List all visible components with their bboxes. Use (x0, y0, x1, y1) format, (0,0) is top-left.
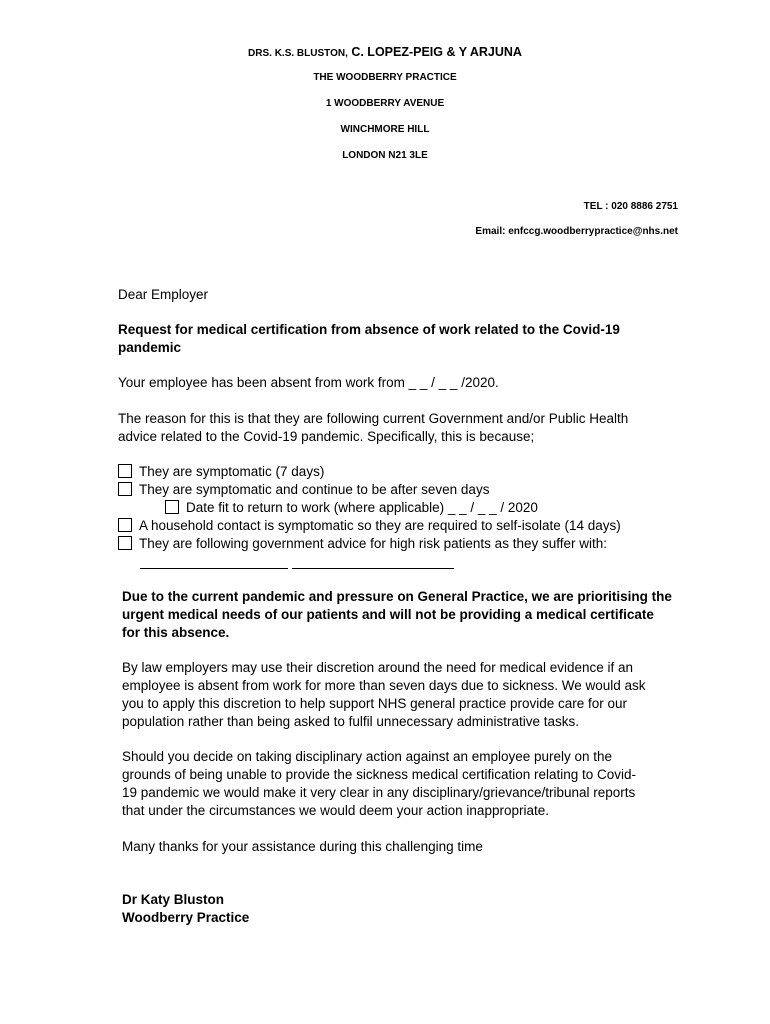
law-line-4: population rather than being asked to fulfil unnecessary administrative tasks. (122, 714, 580, 729)
thanks-line: Many thanks for your assistance during this challenging time (122, 839, 483, 854)
high-risk-condition-line-2[interactable] (292, 568, 454, 569)
telephone: TEL : 020 8886 2751 (583, 201, 678, 212)
law-line-2: employee is absent from work for more than seven days due to sickness. We would ask (122, 678, 646, 693)
law-line-1: By law employers may use their discretion around the need for medical evidence if an (122, 660, 634, 675)
subject-line-1: Request for medical certification from absence of work related to the Covid-19 (118, 322, 620, 337)
option-symptomatic-7-days (118, 463, 324, 481)
option-household-contact (118, 517, 621, 535)
checkbox[interactable] (118, 464, 132, 478)
address-line-1: 1 WOODBERRY AVENUE (325, 98, 445, 109)
checkbox[interactable] (118, 482, 132, 496)
disciplinary-line-2: grounds of being unable to provide the sickness medical certification relating to Covid- (122, 767, 637, 782)
practice-name: THE WOODBERRY PRACTICE (313, 72, 457, 83)
high-risk-condition-line-1[interactable] (140, 568, 288, 569)
subject-line-2: pandemic (118, 340, 182, 355)
checkbox[interactable] (165, 500, 179, 514)
reason-line-2: advice related to the Covid-19 pandemic. Specifically, this is because; (118, 429, 535, 444)
option-symptomatic-after-seven-days (118, 481, 489, 499)
option-high-risk (118, 535, 607, 553)
email: Email: enfccg.woodberrypractice@nhs.net (475, 226, 678, 237)
reason-line-1: The reason for this is that they are following current Government and/or Public Health (118, 411, 629, 426)
disciplinary-line-3: 19 pandemic we would make it very clear in any disciplinary/grievance/tribunal reports (122, 785, 636, 800)
address-line-3: LONDON N21 3LE (342, 150, 428, 161)
address-line-2: WINCHMORE HILL (340, 124, 430, 135)
doctors-names (0, 45, 770, 59)
notice-line-1: Due to the current pandemic and pressure on General Practice, we are prioritising the (122, 589, 672, 604)
signatory-name: Dr Katy Bluston (122, 892, 225, 907)
salutation: Dear Employer (118, 287, 209, 302)
option-label: Date fit to return to work (where applicable) _ _ / _ _ / 2020 (186, 500, 538, 515)
doctors-big: C. LOPEZ-PEIG & Y ARJUNA (347, 45, 522, 59)
checkbox[interactable] (118, 518, 132, 532)
option-date-fit-to-return (165, 499, 538, 517)
law-line-3: you to apply this discretion to help support NHS general practice provide care for our (122, 696, 628, 711)
absent-from-line: Your employee has been absent from work from _ _ / _ _ /2020. (118, 375, 499, 390)
signatory-practice: Woodberry Practice (122, 910, 250, 925)
disciplinary-line-4: that under the circumstances we would deem your action inappropriate. (122, 803, 549, 818)
checkbox[interactable] (118, 536, 132, 550)
disciplinary-line-1: Should you decide on taking disciplinary action against an employee purely on the (122, 749, 613, 764)
notice-line-3: for this absence. (122, 625, 230, 640)
option-label: They are symptomatic (7 days) (139, 464, 325, 479)
option-label: A household contact is symptomatic so they are required to self-isolate (14 days) (139, 518, 621, 533)
option-label: They are following government advice for high risk patients as they suffer with: (139, 536, 607, 551)
doctors-small: DRS. K.S. BLUSTON, (248, 48, 348, 59)
notice-line-2: urgent medical needs of our patients and will not be providing a medical certificate (122, 607, 654, 622)
option-label: They are symptomatic and continue to be after seven days (139, 482, 490, 497)
